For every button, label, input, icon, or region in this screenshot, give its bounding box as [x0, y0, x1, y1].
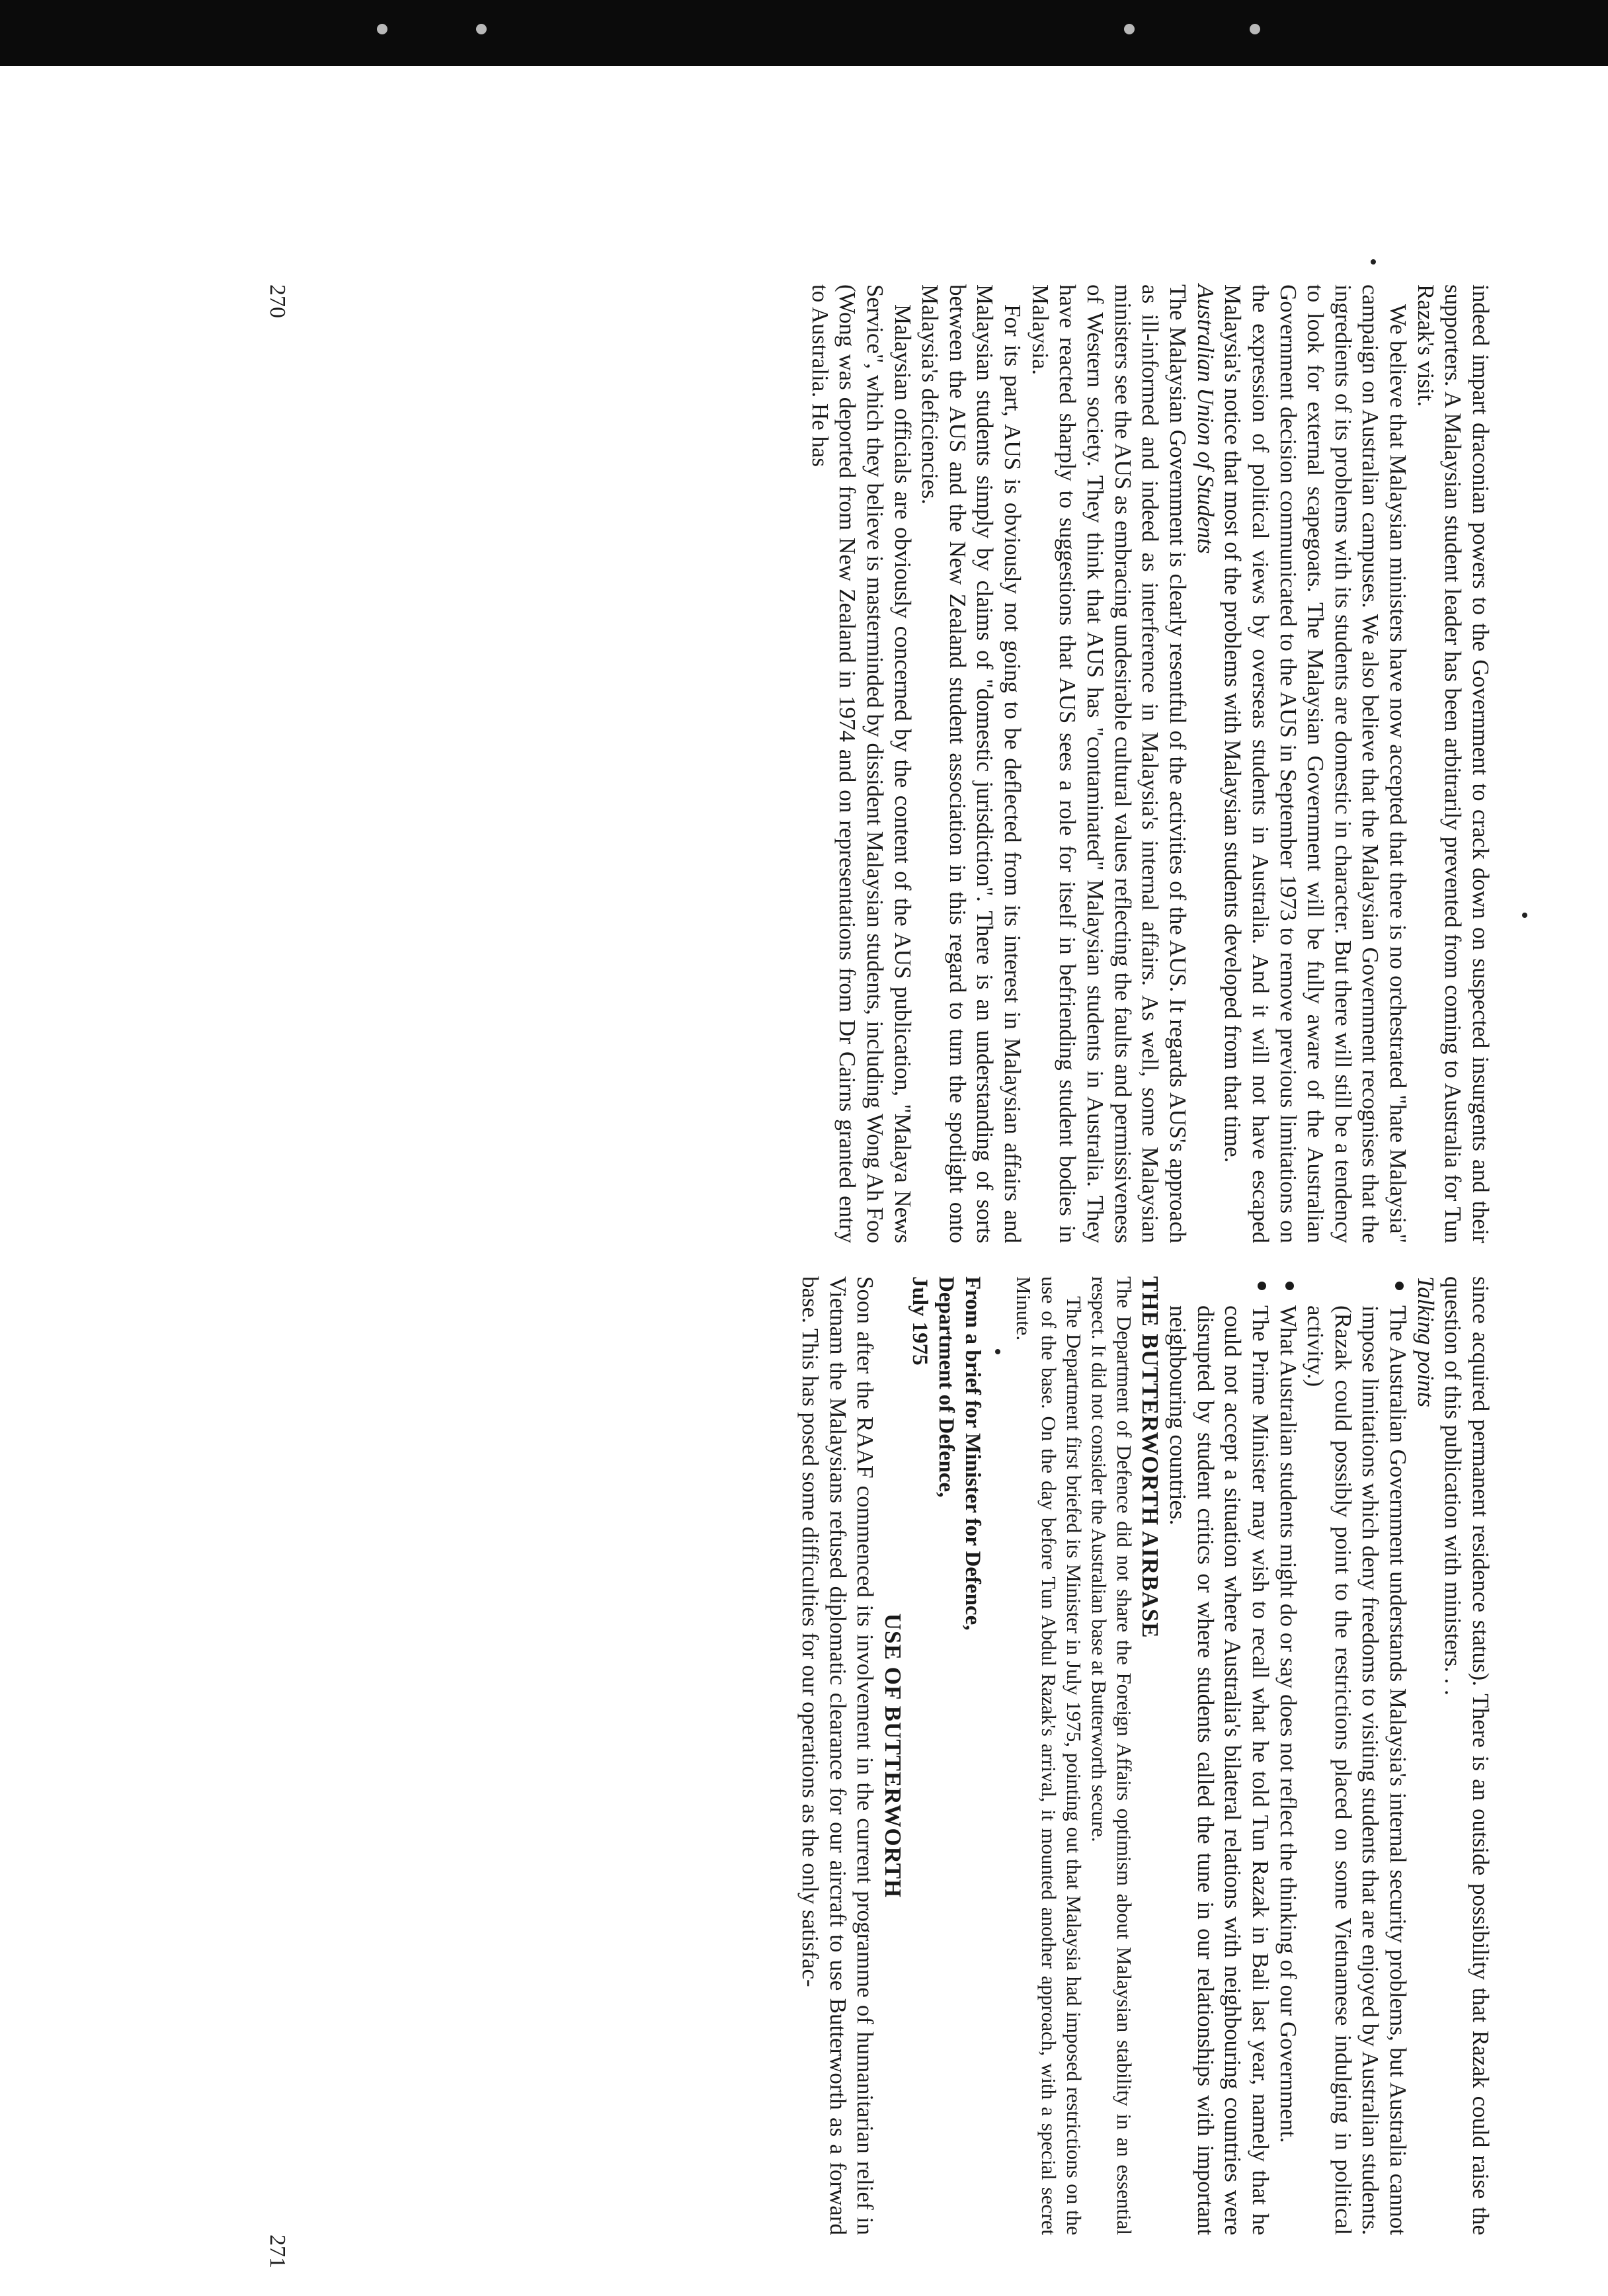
page-271: [264, 1276, 1494, 2268]
brief-source-line: Department of Defence,: [934, 1276, 959, 1498]
brief-source-date: July 1975: [908, 1276, 932, 1366]
right-page-text: [796, 1276, 1494, 2235]
paragraph: The Department of Defence did not share the Foreign Affairs optimism about Malaysian stability in an essential respect. It did not consider the Australian base at Butterworth secure.: [1087, 1276, 1136, 2235]
subheading-aus: Australian Union of Students: [1192, 284, 1219, 554]
section-body: [1012, 1276, 1137, 2235]
scan-speck: [995, 1349, 1000, 1354]
book-spread: [264, 284, 1494, 2268]
paragraph: The Department first briefed its Minister in July 1975, pointing out that Malaysia had imposed restrictions on the use of the base. On the day before Tun Abdul Razak's arrival, it mounted another approach, with a special secret Minute.: [1012, 1276, 1086, 2235]
brief-source: [906, 1276, 985, 2235]
page-number-left: 270: [265, 284, 290, 318]
paragraph: indeed impart draconian powers to the Government to crack down on suspected insurgents and their supporters. A Malaysian student leader has been arbitrarily prevented from coming to Australia for Tun Razak's visit.: [1412, 284, 1494, 1243]
scan-speck: [1371, 259, 1376, 265]
paragraph: The Malaysian Government is clearly resentful of the activities of the AUS. It regards AUS's approach as ill-informed and indeed as interference in Malaysia's internal affairs. As well, some Malaysian ministers see the AUS as embracing undesirable cultural values reflecting the faults and permissiveness of Western society. They think that AUS has "contaminated" Malaysian students in Australia. They have reacted sharply to suggestions that AUS sees a role for itself in befriending student bodies in Malaysia.: [1027, 284, 1191, 1243]
list-item: [1274, 1276, 1302, 2235]
scan-speck: [1522, 913, 1527, 918]
paragraph: Soon after the RAAF commenced its involvement in the current programme of humanitarian relief in Vietnam the Malaysians refused diplomatic clearance for our aircraft to use Butterworth as a forward base. This has posed some difficulties for our operations as the only satisfac-: [797, 1276, 879, 2235]
scan-hole-mark: [377, 24, 387, 34]
bullet-icon: [1285, 1282, 1294, 1290]
list-item-text: The Australian Government understands Malaysia's internal security problems, but Australia cannot impose limitations which deny freedoms to visiting students that are enjoyed by Australian students. (Razak could possibly point to the restrictions placed on some Vietnamese indulging in political activity.): [1303, 1305, 1412, 2235]
page-number-right: 271: [265, 2234, 290, 2268]
brief-source-line: From a brief for Minister for Defence,: [960, 1276, 985, 1631]
list-item-text: The Prime Minister may wish to recall what he told Tun Razak in Bali last year, namely that he could not accept a situation where Australia's bilateral relations with neighbouring countries were disrupted by student critics or where students called the tune in our relationships with important neighbouring countries.: [1164, 1305, 1273, 2235]
left-page-text: [806, 284, 1494, 1243]
talking-points-heading: Talking points: [1412, 1276, 1439, 1408]
list-item-text: What Australian students might do or say does not reflect the thinking of our Government.: [1275, 1305, 1301, 2143]
bullet-icon: [1395, 1282, 1404, 1290]
scan-hole-mark: [476, 24, 487, 34]
list-item: [1164, 1276, 1274, 2235]
scan-edge-shadow: [0, 0, 1608, 66]
talking-points-list: [1164, 1276, 1412, 2235]
bullet-icon: [1258, 1282, 1266, 1290]
paragraph: since acquired permanent residence status). There is an outside possibility that Razak could raise the question of this publication with ministers. . .: [1440, 1276, 1494, 2235]
paragraph: We believe that Malaysian ministers have now accepted that there is no orchestrated "hate Malaysia" campaign on Australian campuses. We also believe that the Malaysian Government recognises that the ingredients of its problems with its students are domestic in character. But there will still be a tendency to look for external scapegoats. The Malaysian Government will be fully aware of the Australian Government decision communicated to the AUS in September 1973 to remove previous limitations on the expression of political views by overseas students in Australia. And it will not have escaped Malaysia's notice that most of the problems with Malaysian students developed from that time.: [1220, 284, 1412, 1243]
paragraph: For its part, AUS is obviously not going to be deflected from its interest in Malaysian affairs and Malaysian students simply by claims of "domestic jurisdiction". There is an understanding of sorts between the AUS and the New Zealand student association in this regard to turn the spotlight onto Malaysia's deficiencies.: [917, 284, 1026, 1243]
scan-hole-mark: [1124, 24, 1135, 34]
section-heading-butterworth-airbase: THE BUTTERWORTH AIRBASE: [1137, 1276, 1164, 1639]
page-270: [264, 284, 1494, 1243]
document-title: USE OF BUTTERWORTH: [879, 1613, 906, 1899]
paragraph: Malaysian officials are obviously concerned by the content of the AUS publication, "Malaya News Service", which they believe is masterminded by dissident Malaysian students, including Wong Ah Foo (Wong was deported from New Zealand in 1974 and on representations from Dr Cairns granted entry to Australia. He has: [807, 284, 916, 1243]
scan-hole-mark: [1250, 24, 1260, 34]
list-item: [1302, 1276, 1412, 2235]
